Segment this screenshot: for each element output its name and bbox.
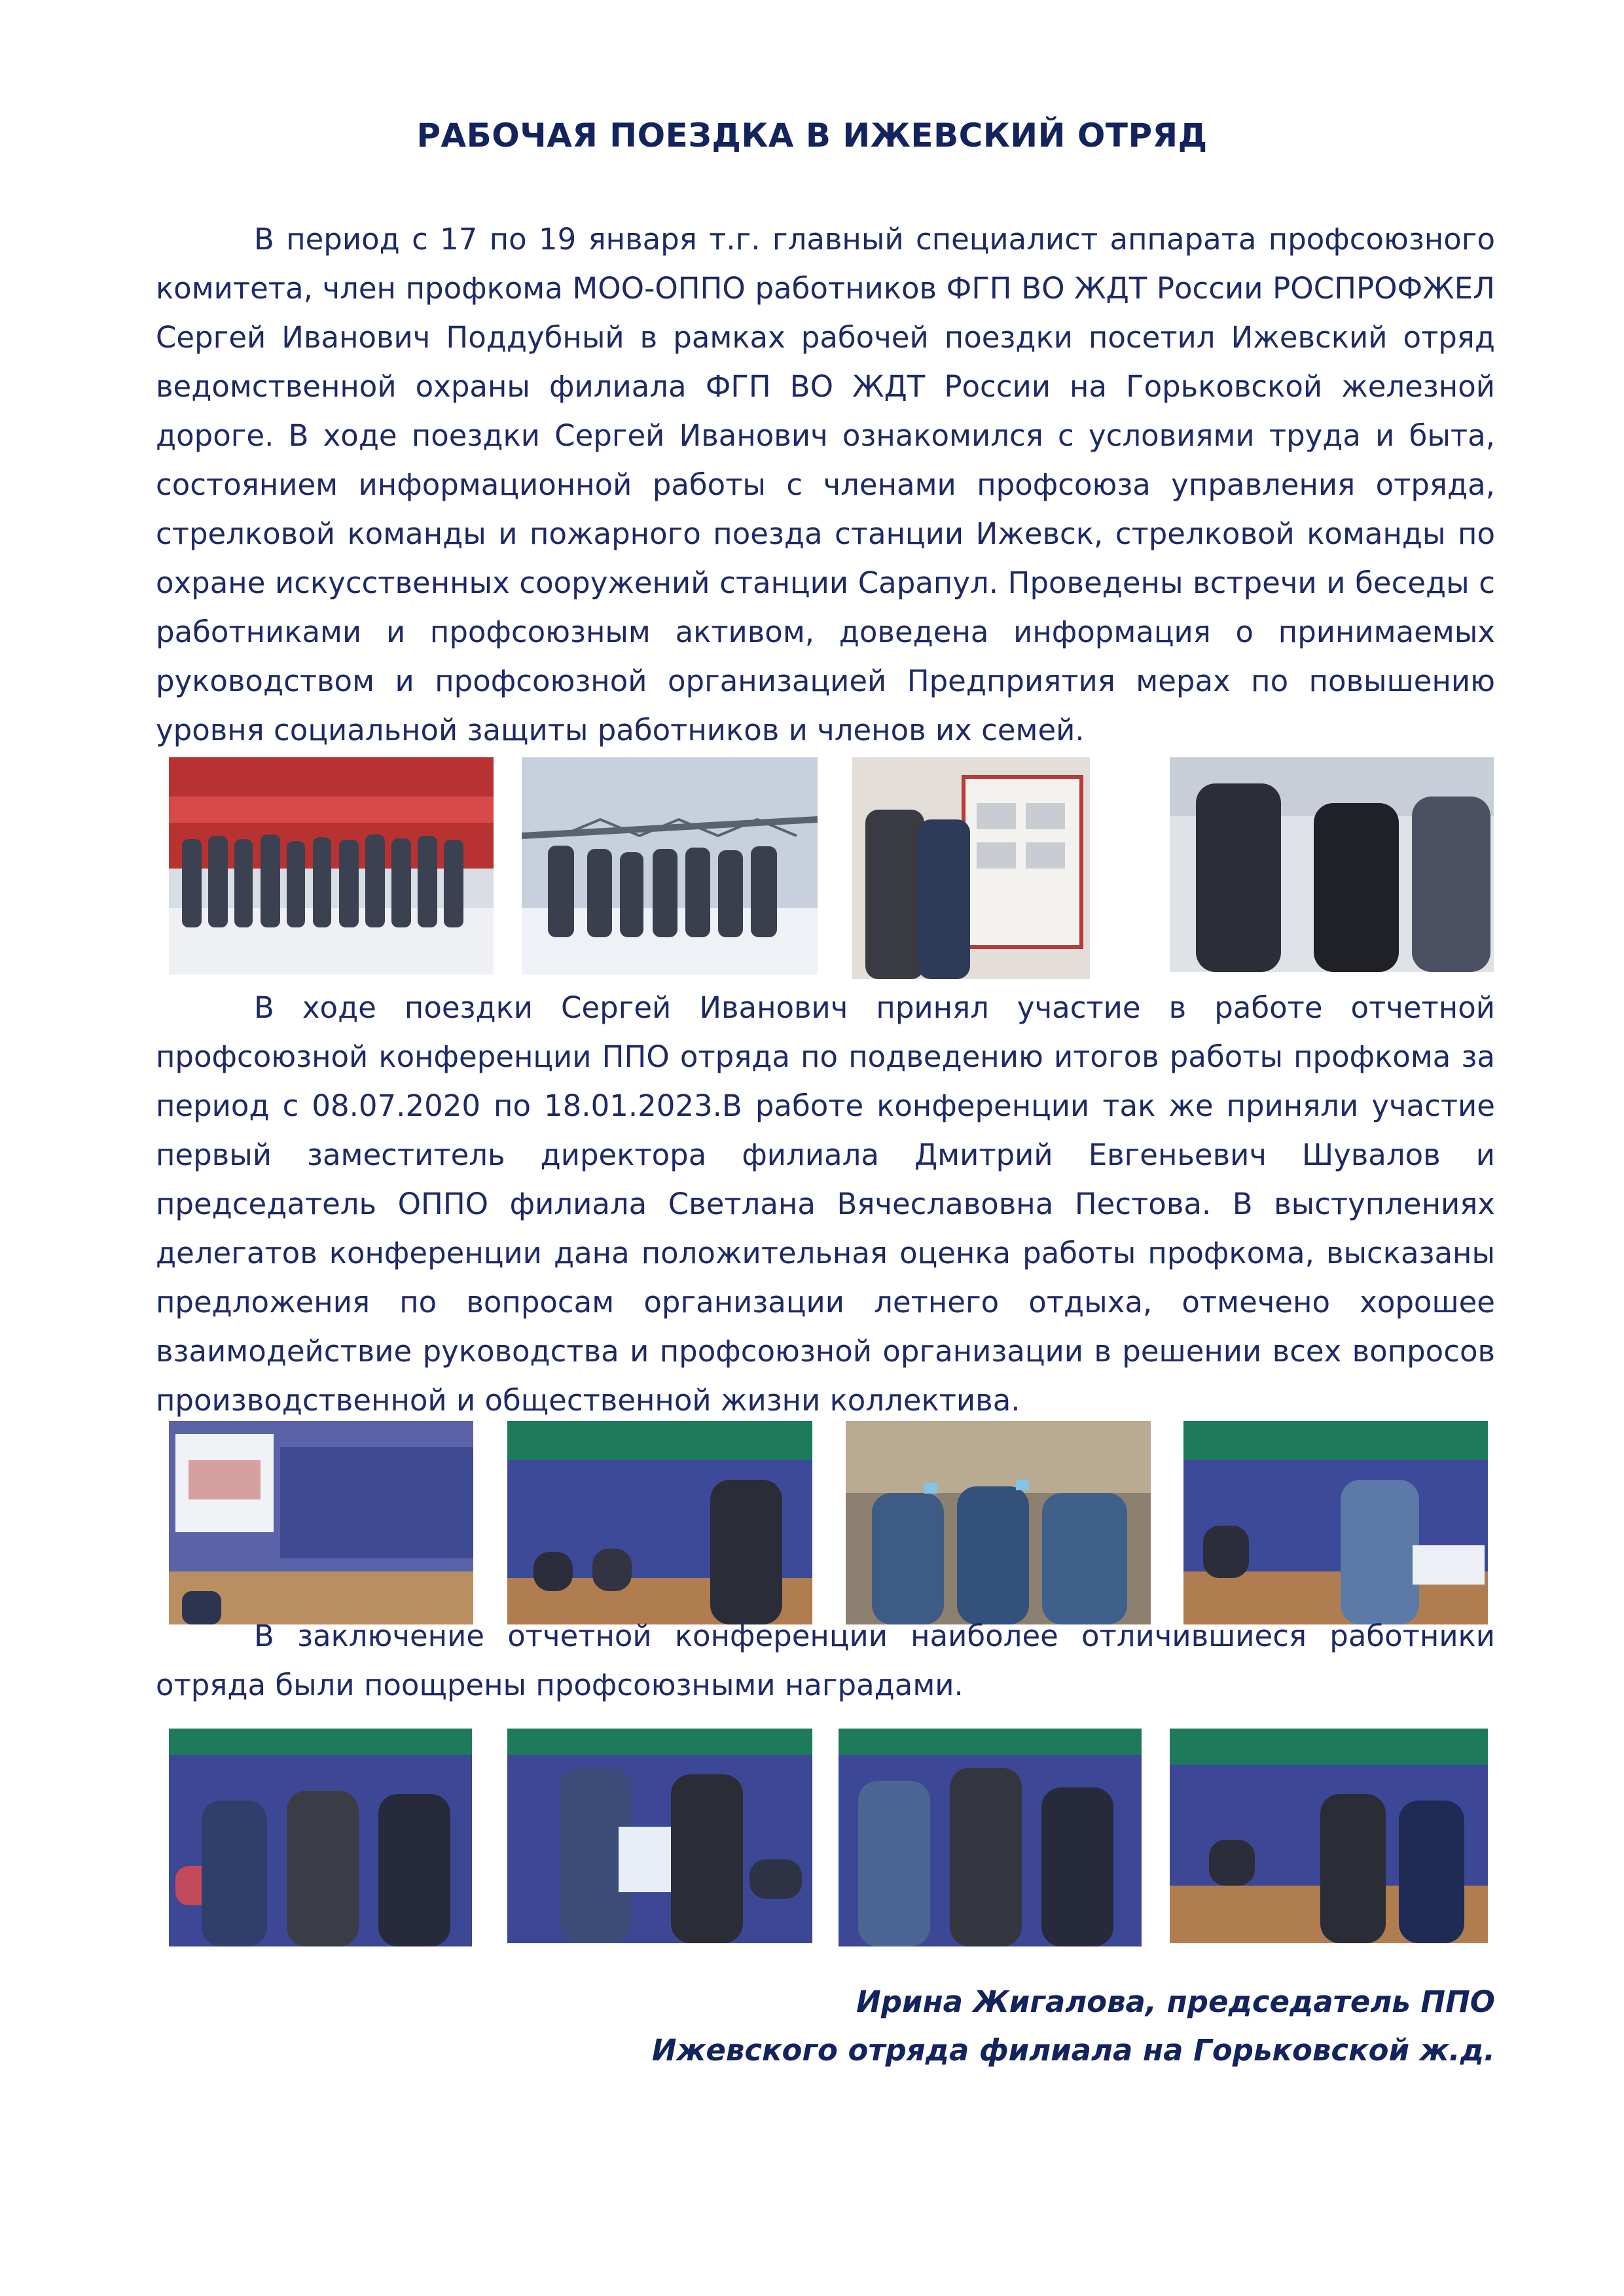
body-paragraph-2: В ходе поездки Сергей Иванович принял участие в работе отчетной профсоюзной конференции ППО отряда по подведению итогов работы профкома за период с 08.07.2020 по 18.01.2023.В работе конференции так же приняли участие первый заместитель директора филиала Дмитрий Евгеньевич Шувалов и председатель ОППО филиала Светлана Вячеславовна Пестова. В выступлениях делегатов конференции дана положительная оценка работы профкома, высказаны предложения по вопросам организации летнего отдыха, отмечено хорошее взаимодействие руководства и профсоюзной организации в решении всех вопросов производственной и общественной жизни коллектива. xyxy=(156,990,1495,1418)
photo-stand-inspection xyxy=(852,757,1090,979)
photo-conference-presidium xyxy=(1183,1421,1488,1624)
photo-conference-speaker xyxy=(507,1421,812,1624)
signature xyxy=(652,1978,1495,2075)
body-paragraph-3: В заключение отчетной конференции наиболее отличившиеся работники отряда были поощрены профсоюзными наградами. xyxy=(156,1619,1495,1702)
photo-group-train xyxy=(169,757,494,975)
photo-group-bridge xyxy=(522,757,818,975)
photo-conference-presentation xyxy=(169,1421,473,1624)
photo-three-men xyxy=(1170,757,1494,972)
page-title: РАБОЧАЯ ПОЕЗДКА В ИЖЕВСКИЙ ОТРЯД xyxy=(416,117,1208,154)
signature-name-line: Ирина Жигалова, председатель ППО xyxy=(856,1984,1495,2019)
photo-award-flowers xyxy=(169,1729,472,1946)
photo-conference-voting xyxy=(846,1421,1151,1624)
photo-award-certificate xyxy=(507,1729,812,1943)
photo-award-stage xyxy=(1170,1729,1488,1943)
body-paragraph-1: В период с 17 по 19 января т.г. главный специалист аппарата профсоюзного комитета, член профкома МОО-ОППО работников ФГП ВО ЖДТ России РОСПРОФЖЕЛ Сергей Иванович Поддубный в рамках рабочей поездки посетил Ижевский отряд ведомственной охраны филиала ФГП ВО ЖДТ России на Горьковской железной дороге. В ходе поездки Сергей Иванович ознакомился с условиями труда и быта, состоянием информационной работы с членами профсоюза управления отряда, стрелковой команды и пожарного поезда станции Ижевск, стрелковой команды по охране искусственных сооружений станции Сарапул. Проведены встречи и беседы с работниками и профсоюзным активом, доведена информация о принимаемых руководством и профсоюзной организацией Предприятия мерах по повышению уровня социальной защиты работников и членов их семей. xyxy=(156,222,1495,747)
signature-org-line: Ижевского отряда филиала на Горьковской ж.д. xyxy=(651,2033,1495,2068)
photo-award-handshake xyxy=(839,1729,1142,1946)
